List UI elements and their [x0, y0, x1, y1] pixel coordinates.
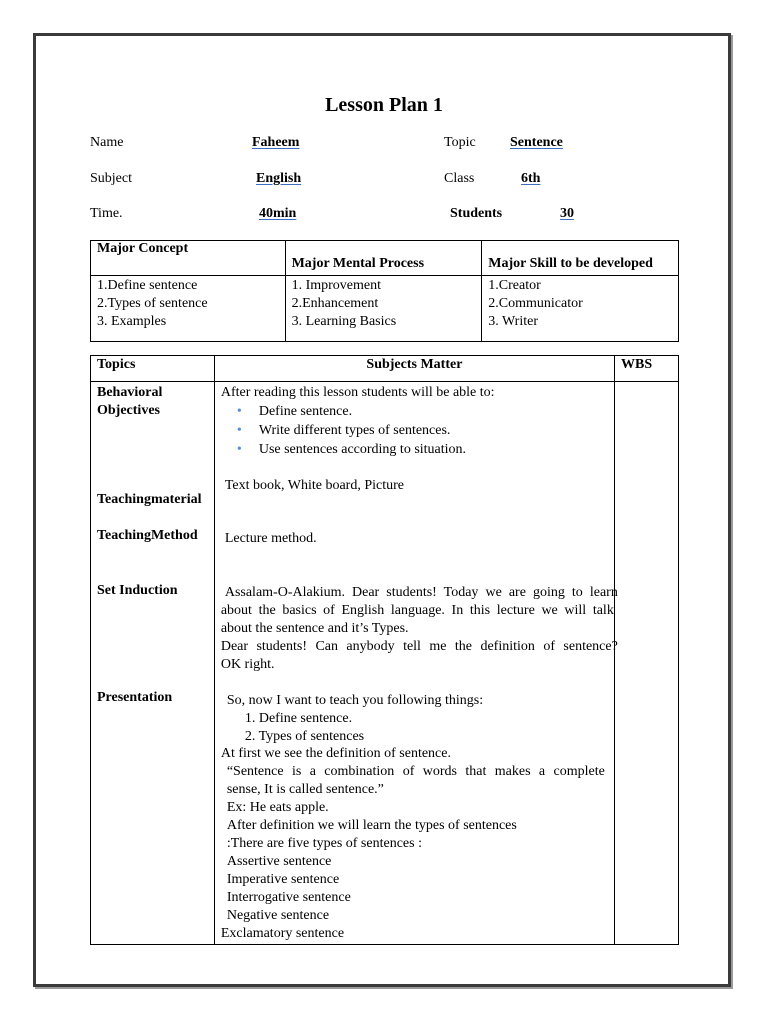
presentation-line: sense, It is called sentence.”	[226, 782, 384, 797]
induction-line: about the sentence and it’s Types.	[220, 621, 409, 636]
process-item: 2.Enhancement	[291, 296, 379, 311]
induction-line: Assalam-O-Alakium. Dear students! Today we are going to learn	[224, 585, 618, 600]
concept-item: 2.Types of sentence	[97, 296, 208, 311]
class-label: Class	[444, 171, 475, 186]
presentation-line: Imperative sentence	[226, 872, 340, 887]
topic-set-induction: Set Induction	[97, 583, 178, 598]
students-label: Students	[450, 206, 503, 221]
skill-list	[482, 276, 679, 342]
objective-item: • Use sentences according to situation.	[236, 442, 467, 457]
header-mental-process: Major Mental Process	[285, 241, 482, 276]
bullet-icon: •	[236, 404, 242, 419]
header-skill: Major Skill to be developed	[482, 241, 679, 276]
teaching-method-text: Lecture method.	[224, 531, 317, 546]
presentation-line: Negative sentence	[226, 908, 330, 923]
topic-presentation: Presentation	[97, 690, 173, 705]
name-value: Faheem	[252, 135, 300, 150]
presentation-list-item: 2. Types of sentences	[244, 729, 365, 744]
main-table	[90, 355, 679, 945]
concept-list	[91, 276, 286, 342]
topic-behavioral: Behavioral	[97, 385, 163, 400]
teaching-material-text: Text book, White board, Picture	[224, 478, 404, 493]
subjects-matter-column	[214, 382, 618, 945]
students-value: 30	[560, 206, 574, 221]
header-subjects-matter: Subjects Matter	[214, 356, 614, 382]
wbs-column	[615, 382, 679, 945]
process-list	[285, 276, 482, 342]
presentation-line: “Sentence is a combination of words that makes a complete	[226, 764, 605, 779]
time-value: 40min	[259, 206, 297, 221]
presentation-line: Interrogative sentence	[226, 890, 351, 905]
presentation-line: Exclamatory sentence	[220, 926, 345, 941]
topic-label: Topic	[444, 135, 476, 150]
objectives-intro: After reading this lesson students will be able to:	[220, 385, 495, 400]
skill-item: 2.Communicator	[488, 296, 583, 311]
main-body-row	[91, 382, 679, 945]
presentation-line: Ex: He eats apple.	[226, 800, 329, 815]
time-label: Time.	[90, 206, 123, 221]
presentation-line: After definition we will learn the types of sentences	[226, 818, 517, 833]
presentation-list-item: 1. Define sentence.	[244, 711, 353, 726]
induction-line: about the basics of English language. In this lecture we will talk	[220, 603, 614, 618]
induction-line: OK right.	[220, 657, 275, 672]
bullet-icon: •	[236, 442, 242, 457]
objective-item: • Write different types of sentences.	[236, 423, 451, 438]
topic-teaching-material: Teachingmaterial	[97, 492, 202, 507]
presentation-line: Assertive sentence	[226, 854, 332, 869]
process-item: 3. Learning Basics	[291, 314, 397, 329]
main-header-row	[91, 356, 679, 382]
presentation-line: At first we see the definition of sentence.	[220, 746, 451, 761]
name-label: Name	[90, 135, 124, 150]
subject-label: Subject	[90, 171, 132, 186]
class-value: 6th	[521, 171, 541, 186]
bullet-icon: •	[236, 423, 242, 438]
subject-value: English	[256, 171, 302, 186]
concept-table	[90, 240, 679, 342]
topic-value: Sentence	[510, 135, 563, 150]
presentation-line: :There are five types of sentences :	[226, 836, 422, 851]
topic-objectives: Objectives	[97, 403, 160, 418]
header-major-concept: Major Concept	[91, 241, 286, 276]
skill-item: 1.Creator	[488, 278, 541, 293]
objective-item: • Define sentence.	[236, 404, 353, 419]
topic-teaching-method: TeachingMethod	[97, 528, 198, 543]
concept-body-row	[91, 276, 679, 342]
page-title: Lesson Plan 1	[325, 94, 443, 116]
concept-header-row	[91, 241, 679, 276]
process-item: 1. Improvement	[291, 278, 382, 293]
presentation-intro: So, now I want to teach you following things:	[226, 693, 484, 708]
topics-column	[91, 382, 215, 945]
header-wbs: WBS	[615, 356, 679, 382]
concept-item: 3. Examples	[97, 314, 167, 329]
header-topics: Topics	[91, 356, 215, 382]
induction-line: Dear students! Can anybody tell me the definition of sentence?	[220, 639, 618, 654]
skill-item: 3. Writer	[488, 314, 538, 329]
concept-item: 1.Define sentence	[97, 278, 198, 293]
